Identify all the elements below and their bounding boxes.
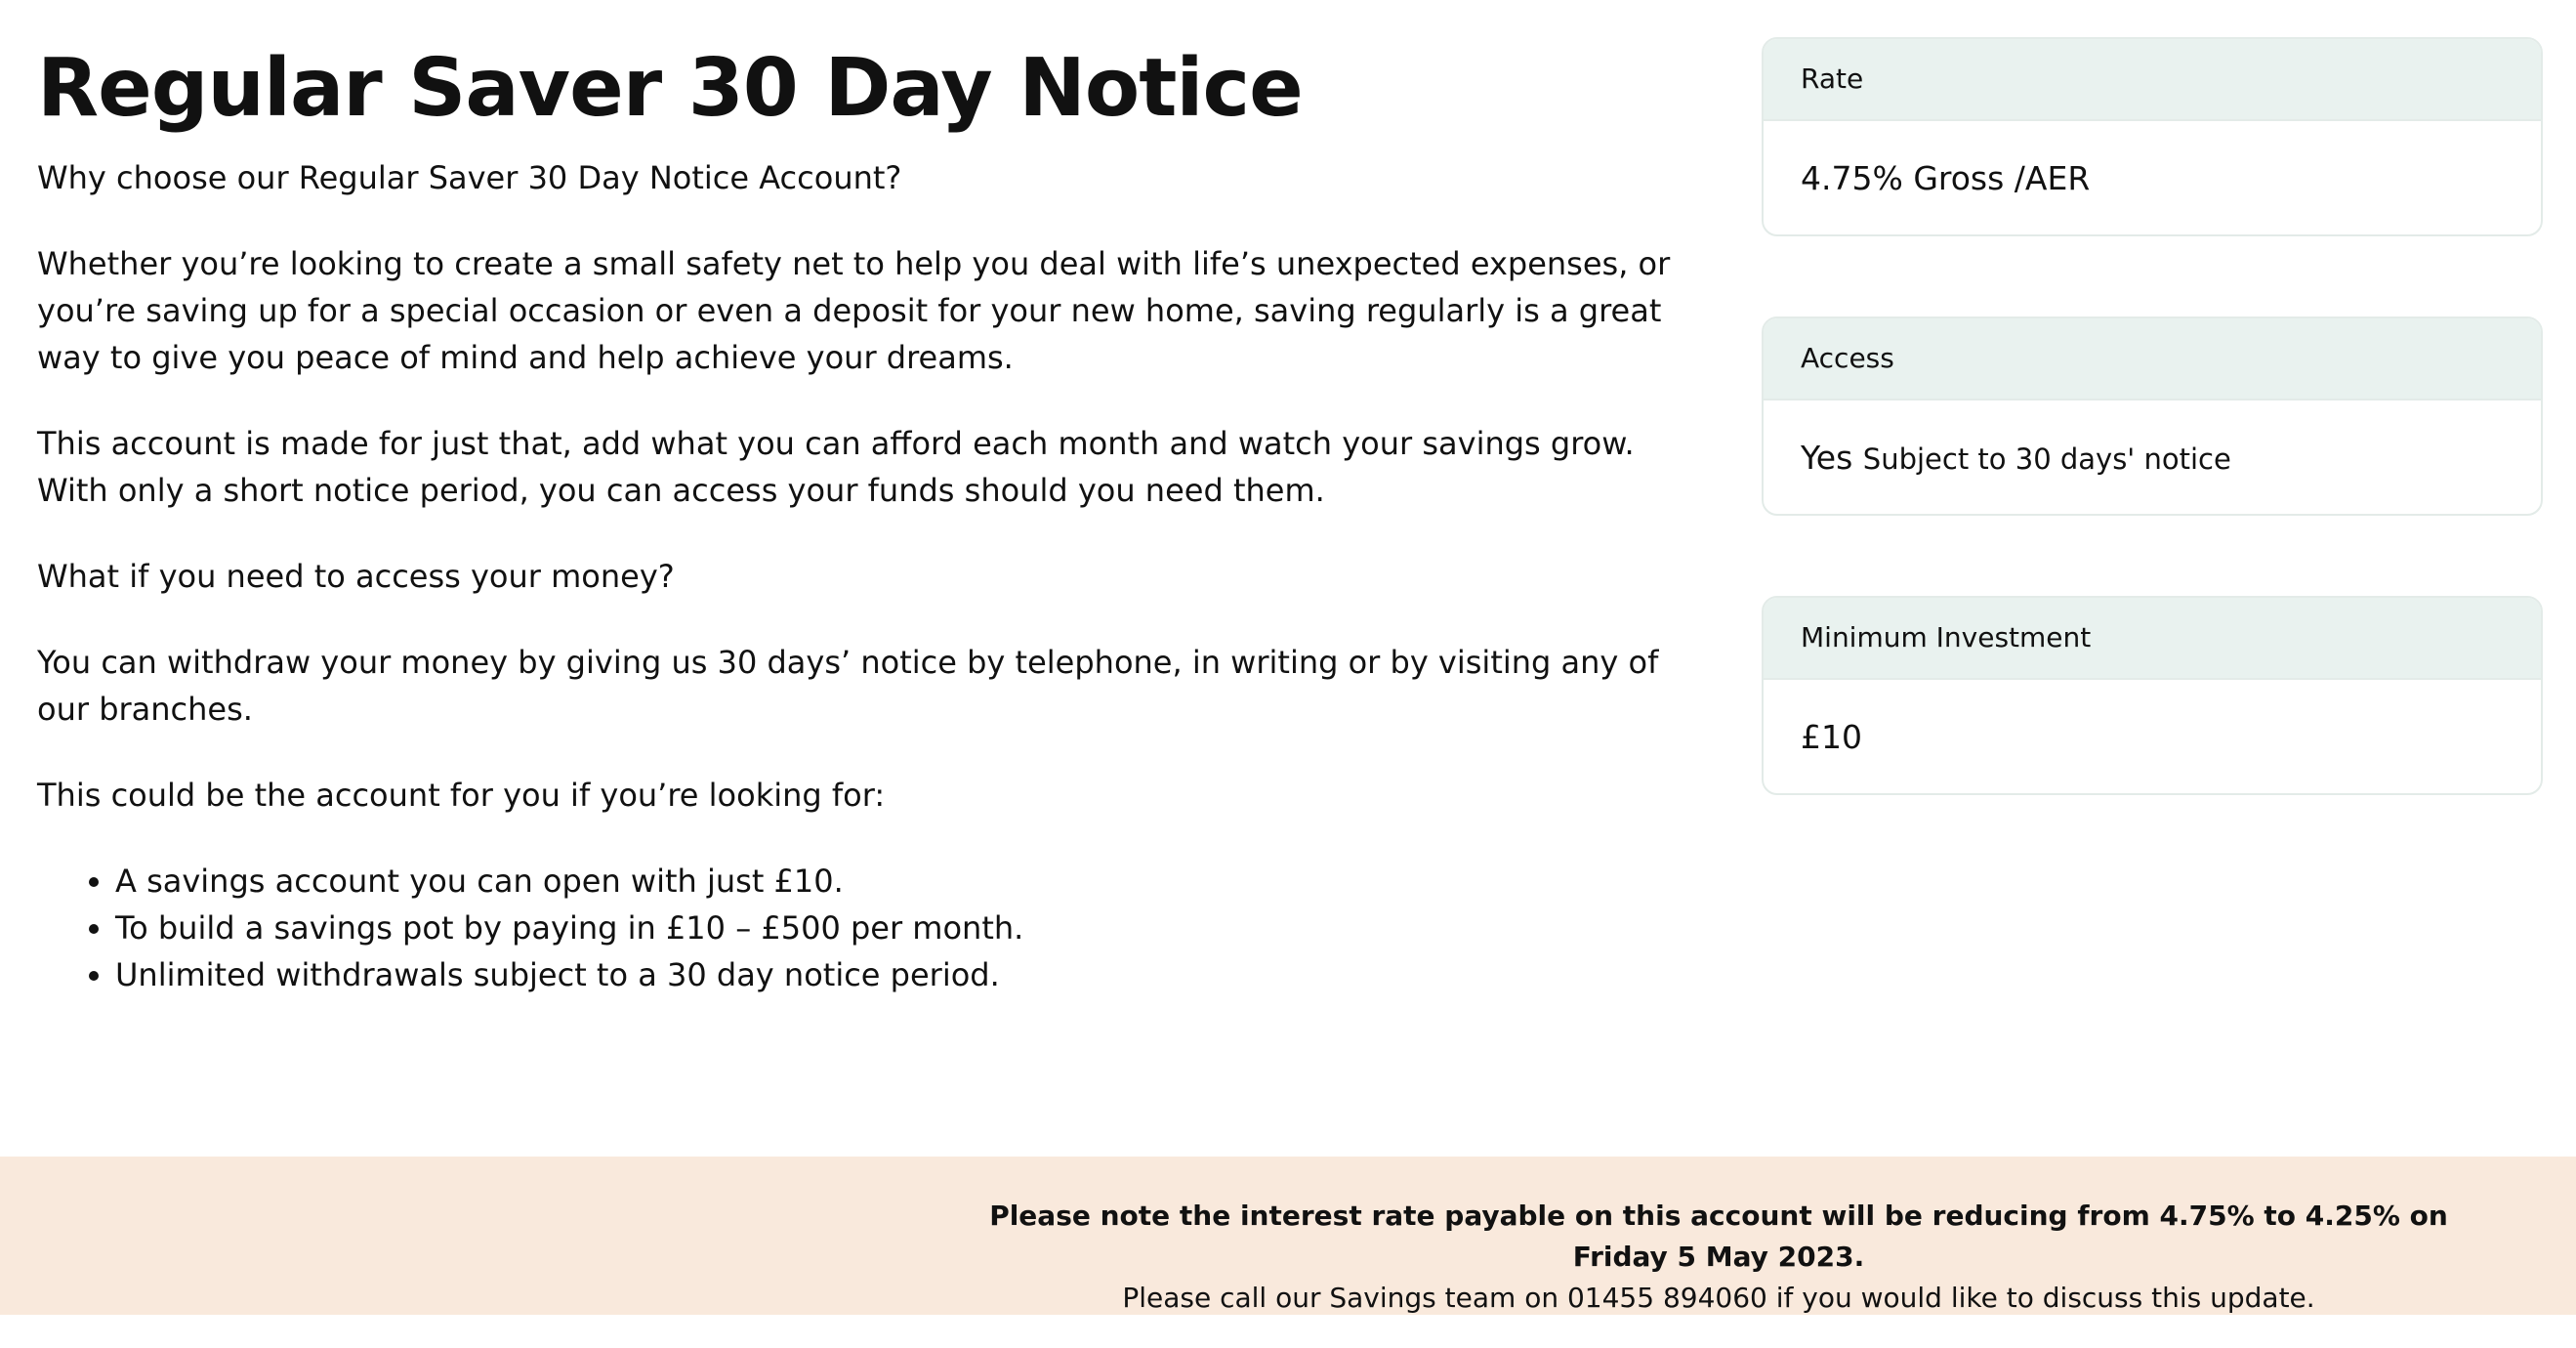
access-note: Subject to 30 days' notice [1862, 442, 2231, 476]
main-content [37, 39, 1678, 998]
rate-card-heading: Rate [1764, 39, 2541, 121]
rate-change-notice [0, 1157, 2576, 1315]
intro-question: Why choose our Regular Saver 30 Day Notice Account? [37, 159, 902, 196]
access-card-heading: Access [1764, 318, 2541, 400]
list-item: • Unlimited withdrawals subject to a 30 day notice period. [115, 951, 1678, 998]
minimum-investment-heading: Minimum Investment [1764, 598, 2541, 680]
access-value-row [1764, 400, 2541, 516]
list-item: • A savings account you can open with just £10. [115, 858, 1678, 905]
withdraw-paragraph: You can withdraw your money by giving us 30 days’ notice by telephone, in writing or by visiting any of our branches. [37, 644, 1659, 728]
rate-value: 4.75% Gross /AER [1801, 159, 2091, 197]
intro-paragraph: Whether you’re looking to create a small safety net to help you deal with life’s unexpected expenses, or you’re saving up for a special occasion or even a deposit for your new home, saving regularly is a great way to give you peace of mind and help achieve your dreams. [37, 245, 1671, 376]
notice-contact: Please call our Savings team on 01455 894060 if you would like to discuss this update. [1122, 1282, 2315, 1314]
minimum-investment-card [1762, 596, 2543, 795]
looking-for-paragraph: This could be the account for you if you’re looking for: [37, 777, 886, 814]
account-paragraph: This account is made for just that, add what you can afford each month and watch your savings grow. With only a short notice period, you can access your funds should you need them. [37, 425, 1635, 509]
access-question: What if you need to access your money? [37, 558, 675, 595]
rate-card [1762, 37, 2543, 236]
notice-text [937, 1196, 2500, 1319]
access-card [1762, 316, 2543, 516]
notice-headline: Please note the interest rate payable on this account will be reducing from 4.75% to 4.25% on Friday 5 May 2023. [989, 1200, 2448, 1273]
feature-list [37, 858, 1678, 998]
list-item: • To build a savings pot by paying in £10 – £500 per month. [115, 905, 1678, 951]
minimum-investment-value: £10 [1801, 718, 1862, 756]
page-title: Regular Saver 30 Day Notice [37, 42, 1303, 135]
access-value: Yes [1801, 439, 1853, 477]
